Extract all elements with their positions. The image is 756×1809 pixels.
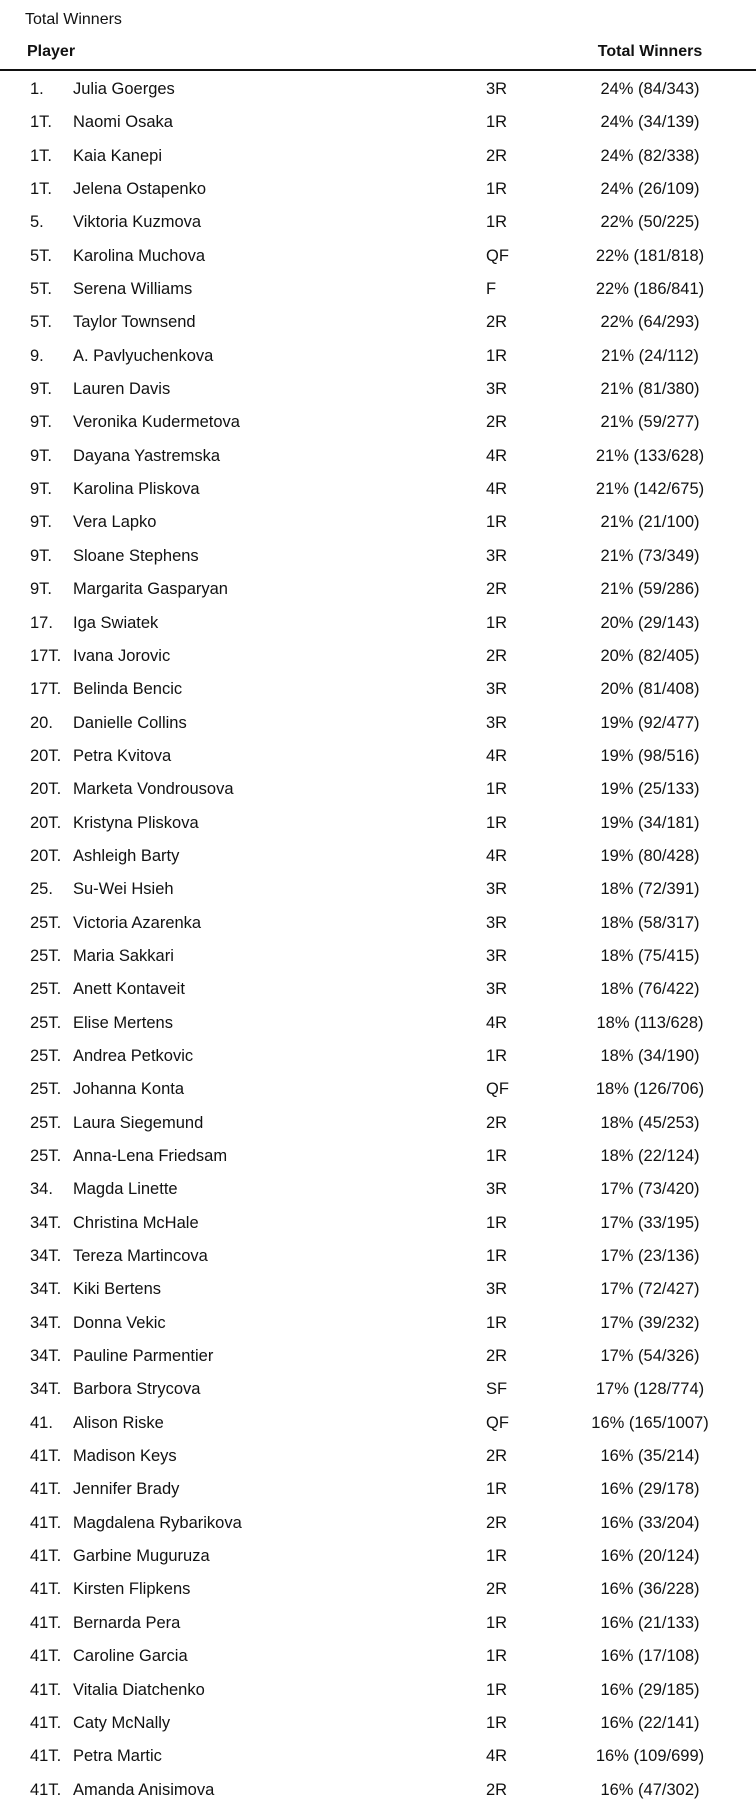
- player-name-cell: Vitalia Diatchenko: [73, 1680, 205, 1699]
- player-name-cell: Alison Riske: [73, 1413, 164, 1432]
- player-name-cell: Donna Vekic: [73, 1313, 166, 1332]
- table-row: [0, 1173, 756, 1206]
- player-name-cell: Naomi Osaka: [73, 113, 173, 132]
- table-row: [0, 1640, 756, 1673]
- table-row: [0, 1707, 756, 1740]
- player-name-cell: Petra Martic: [73, 1747, 162, 1766]
- round-cell: 1R: [486, 1046, 508, 1065]
- round-cell: 1R: [486, 346, 508, 365]
- round-cell: 1R: [486, 180, 508, 199]
- total-winners-cell: 24% (26/109): [600, 180, 700, 199]
- round-cell: 4R: [486, 1747, 508, 1766]
- player-name-cell: Madison Keys: [73, 1447, 177, 1466]
- round-cell: 2R: [486, 1113, 508, 1132]
- total-winners-cell: 22% (50/225): [600, 213, 700, 232]
- player-column-header: Player: [27, 43, 76, 60]
- player-name-cell: Barbora Strycova: [73, 1380, 201, 1399]
- page-title: Total Winners: [25, 11, 122, 28]
- rank-cell: 9T.: [30, 480, 53, 499]
- round-cell: 1R: [486, 780, 508, 799]
- table-row: [0, 740, 756, 773]
- round-cell: 2R: [486, 1447, 508, 1466]
- player-name-cell: Christina McHale: [73, 1213, 199, 1232]
- player-name-cell: Serena Williams: [73, 280, 193, 299]
- rank-cell: 34T.: [30, 1213, 62, 1232]
- rank-cell: 17T.: [30, 646, 62, 665]
- player-name-cell: Caroline Garcia: [73, 1647, 188, 1666]
- round-cell: 2R: [486, 1580, 508, 1599]
- player-name-cell: Tereza Martincova: [73, 1247, 208, 1266]
- table-row: [0, 1440, 756, 1473]
- rank-cell: 34T.: [30, 1347, 62, 1366]
- table-row: [0, 173, 756, 206]
- rank-cell: 25T.: [30, 1046, 62, 1065]
- total-winners-cell: 16% (165/1007): [591, 1413, 709, 1432]
- player-name-cell: Iga Swiatek: [73, 613, 159, 632]
- player-name-cell: Belinda Bencic: [73, 680, 183, 699]
- table-row: [0, 440, 756, 473]
- player-name-cell: Petra Kvitova: [73, 746, 172, 765]
- total-winners-cell: 18% (76/422): [600, 980, 700, 999]
- rank-cell: 25T.: [30, 946, 62, 965]
- rank-cell: 25T.: [30, 980, 62, 999]
- rank-cell: 20T.: [30, 813, 62, 832]
- winners-table: [0, 73, 756, 1807]
- round-cell: 2R: [486, 580, 508, 599]
- player-name-cell: Anett Kontaveit: [73, 980, 185, 999]
- round-cell: 2R: [486, 1347, 508, 1366]
- rank-cell: 9T.: [30, 513, 53, 532]
- table-row: [0, 1273, 756, 1306]
- total-winners-cell: 17% (33/195): [600, 1213, 700, 1232]
- total-winners-cell: 17% (23/136): [600, 1247, 700, 1266]
- round-cell: 3R: [486, 80, 508, 98]
- total-winners-cell: 18% (126/706): [595, 1080, 705, 1099]
- table-row: [0, 540, 756, 573]
- total-winners-cell: 24% (82/338): [600, 146, 700, 165]
- table-row: [0, 1774, 756, 1807]
- round-cell: 3R: [486, 946, 508, 965]
- player-name-cell: Taylor Townsend: [73, 313, 196, 332]
- table-row: [0, 840, 756, 873]
- table-row: [0, 473, 756, 506]
- round-cell: 1R: [486, 113, 508, 132]
- table-row: [0, 807, 756, 840]
- rank-cell: 41T.: [30, 1580, 62, 1599]
- player-name-cell: A. Pavlyuchenkova: [73, 346, 214, 365]
- rank-cell: 41.: [30, 1413, 53, 1432]
- player-name-cell: Anna-Lena Friedsam: [73, 1147, 228, 1165]
- rank-cell: 25T.: [30, 1013, 62, 1032]
- round-cell: 4R: [486, 746, 508, 765]
- round-cell: 3R: [486, 680, 508, 699]
- table-row: [0, 773, 756, 806]
- total-winners-cell: 21% (142/675): [595, 480, 705, 499]
- table-row: [0, 607, 756, 640]
- total-winners-cell: 18% (22/124): [600, 1147, 700, 1165]
- round-cell: 3R: [486, 980, 508, 999]
- rank-cell: 5T.: [30, 280, 53, 299]
- round-cell: 1R: [486, 213, 508, 232]
- rank-cell: 9T.: [30, 413, 53, 432]
- table-row: [0, 1307, 756, 1340]
- player-name-cell: Laura Siegemund: [73, 1113, 204, 1132]
- total-winners-cell: 16% (21/133): [600, 1613, 700, 1632]
- total-winners-cell: 21% (24/112): [601, 346, 699, 365]
- total-winners-cell: 21% (21/100): [600, 513, 700, 532]
- rank-cell: 20T.: [30, 846, 62, 865]
- total-winners-cell: 18% (34/190): [600, 1046, 700, 1065]
- round-cell: 2R: [486, 1780, 508, 1799]
- table-row: [0, 373, 756, 406]
- total-winners-cell: 24% (34/139): [600, 113, 700, 132]
- rank-cell: 17.: [30, 613, 53, 632]
- total-winners-cell: 19% (25/133): [600, 780, 700, 799]
- total-winners-cell: 16% (47/302): [600, 1780, 700, 1799]
- table-row: [0, 506, 756, 539]
- table-row: [0, 273, 756, 306]
- round-cell: 3R: [486, 913, 508, 932]
- rank-cell: 41T.: [30, 1547, 62, 1566]
- rank-cell: 9T.: [30, 580, 53, 599]
- table-row: [0, 1507, 756, 1540]
- total-winners-cell: 24% (84/343): [600, 80, 700, 98]
- total-winners-cell: 16% (20/124): [600, 1547, 700, 1566]
- total-winners-cell: 20% (29/143): [600, 613, 700, 632]
- round-cell: 3R: [486, 546, 508, 565]
- table-row: [0, 1473, 756, 1506]
- round-cell: 3R: [486, 713, 508, 732]
- rank-cell: 20T.: [30, 780, 62, 799]
- round-cell: QF: [486, 246, 509, 265]
- total-winners-cell: 16% (29/185): [600, 1680, 700, 1699]
- table-row: [0, 573, 756, 606]
- rank-cell: 41T.: [30, 1747, 62, 1766]
- table-row: [0, 707, 756, 740]
- player-name-cell: Marketa Vondrousova: [73, 780, 234, 799]
- table-row: [0, 940, 756, 973]
- total-winners-cell: 21% (73/349): [600, 546, 700, 565]
- total-winners-cell: 17% (72/427): [600, 1280, 700, 1299]
- player-name-cell: Elise Mertens: [73, 1013, 173, 1032]
- rank-cell: 25.: [30, 880, 53, 899]
- rank-cell: 5T.: [30, 246, 53, 265]
- player-name-cell: Ivana Jorovic: [73, 646, 171, 665]
- round-cell: 2R: [486, 413, 508, 432]
- round-cell: 3R: [486, 380, 508, 399]
- table-row: [0, 1373, 756, 1406]
- table-row: [0, 1140, 756, 1173]
- total-winners-cell: 18% (45/253): [600, 1113, 700, 1132]
- total-winners-cell: 19% (34/181): [600, 813, 700, 832]
- table-row: [0, 1040, 756, 1073]
- player-name-cell: Danielle Collins: [73, 713, 187, 732]
- round-cell: 1R: [486, 1313, 508, 1332]
- table-row: [0, 206, 756, 239]
- player-name-cell: Garbine Muguruza: [73, 1547, 210, 1566]
- rank-cell: 25T.: [30, 1147, 62, 1165]
- round-cell: 1R: [486, 1247, 508, 1266]
- player-name-cell: Veronika Kudermetova: [73, 413, 240, 432]
- rank-cell: 1T.: [30, 180, 53, 199]
- total-winners-cell: 18% (75/415): [600, 946, 700, 965]
- total-winners-cell: 16% (109/699): [595, 1747, 705, 1766]
- table-row: [0, 1240, 756, 1273]
- total-winners-cell: 17% (128/774): [595, 1380, 705, 1399]
- player-name-cell: Ashleigh Barty: [73, 846, 180, 865]
- total-winners-cell: 19% (98/516): [600, 746, 700, 765]
- rank-cell: 1T.: [30, 146, 53, 165]
- round-cell: 1R: [486, 513, 508, 532]
- player-name-cell: Caty McNally: [73, 1713, 171, 1732]
- rank-cell: 41T.: [30, 1447, 62, 1466]
- table-row: [0, 240, 756, 273]
- player-name-cell: Magdalena Rybarikova: [73, 1513, 242, 1532]
- player-name-cell: Maria Sakkari: [73, 946, 174, 965]
- table-row: [0, 1073, 756, 1106]
- table-row: [0, 340, 756, 373]
- player-name-cell: Margarita Gasparyan: [73, 580, 228, 599]
- total-winners-cell: 19% (80/428): [600, 846, 700, 865]
- rank-cell: 9T.: [30, 380, 53, 399]
- rank-cell: 34T.: [30, 1247, 62, 1266]
- rank-cell: 41T.: [30, 1647, 62, 1666]
- player-name-cell: Kirsten Flipkens: [73, 1580, 191, 1599]
- round-cell: QF: [486, 1413, 509, 1432]
- player-name-cell: Karolina Muchova: [73, 246, 206, 265]
- rank-cell: 34T.: [30, 1380, 62, 1399]
- table-row: [0, 973, 756, 1006]
- round-cell: 2R: [486, 313, 508, 332]
- total-winners-cell: 22% (181/818): [595, 246, 705, 265]
- player-name-cell: Julia Goerges: [73, 80, 175, 98]
- table-row: [0, 1207, 756, 1240]
- rank-cell: 5.: [30, 213, 44, 232]
- player-name-cell: Dayana Yastremska: [73, 446, 221, 465]
- rank-cell: 25T.: [30, 1113, 62, 1132]
- total-winners-cell: 19% (92/477): [600, 713, 700, 732]
- total-winners-cell: 17% (39/232): [600, 1313, 700, 1332]
- round-cell: 1R: [486, 1147, 508, 1165]
- total-winners-cell: 16% (29/178): [600, 1480, 700, 1499]
- rank-cell: 1.: [30, 80, 44, 98]
- round-cell: 1R: [486, 613, 508, 632]
- rank-cell: 9.: [30, 346, 44, 365]
- total-winners-cell: 18% (113/628): [596, 1013, 704, 1032]
- player-name-cell: Pauline Parmentier: [73, 1347, 214, 1366]
- table-row: [0, 1107, 756, 1140]
- round-cell: 3R: [486, 880, 508, 899]
- round-cell: 1R: [486, 1547, 508, 1566]
- rank-cell: 41T.: [30, 1480, 62, 1499]
- table-row: [0, 140, 756, 173]
- rank-cell: 17T.: [30, 680, 62, 699]
- round-cell: 2R: [486, 1513, 508, 1532]
- rank-cell: 41T.: [30, 1613, 62, 1632]
- player-name-cell: Jennifer Brady: [73, 1480, 180, 1499]
- total-winners-cell: 17% (54/326): [600, 1347, 700, 1366]
- total-winners-column-header: Total Winners: [597, 43, 703, 60]
- table-row: [0, 1573, 756, 1606]
- player-name-cell: Vera Lapko: [73, 513, 157, 532]
- table-row: [0, 640, 756, 673]
- total-winners-cell: 16% (36/228): [600, 1580, 700, 1599]
- table-row: [0, 1674, 756, 1707]
- total-winners-cell: 16% (22/141): [600, 1713, 700, 1732]
- player-name-cell: Magda Linette: [73, 1180, 178, 1199]
- total-winners-cell: 16% (35/214): [600, 1447, 700, 1466]
- total-winners-cell: 21% (59/286): [600, 580, 700, 599]
- rank-cell: 34T.: [30, 1313, 62, 1332]
- rank-cell: 5T.: [30, 313, 53, 332]
- table-row: [0, 73, 756, 106]
- table-row: [0, 907, 756, 940]
- rank-cell: 34.: [30, 1180, 53, 1199]
- round-cell: 1R: [486, 1713, 508, 1732]
- rank-cell: 41T.: [30, 1780, 62, 1799]
- rank-cell: 9T.: [30, 446, 53, 465]
- round-cell: 3R: [486, 1280, 508, 1299]
- round-cell: 1R: [486, 1613, 508, 1632]
- player-name-cell: Viktoria Kuzmova: [73, 213, 202, 232]
- total-winners-cell: 21% (59/277): [600, 413, 700, 432]
- round-cell: 1R: [486, 1213, 508, 1232]
- player-name-cell: Johanna Konta: [73, 1080, 185, 1099]
- table-row: [0, 1540, 756, 1573]
- round-cell: SF: [486, 1380, 508, 1399]
- rank-cell: 41T.: [30, 1713, 62, 1732]
- table-row: [0, 1007, 756, 1040]
- total-winners-cell: 16% (17/108): [600, 1647, 700, 1666]
- rank-cell: 25T.: [30, 1080, 62, 1099]
- total-winners-cell: 22% (64/293): [600, 313, 700, 332]
- rank-cell: 25T.: [30, 913, 62, 932]
- player-name-cell: Victoria Azarenka: [73, 913, 202, 932]
- total-winners-cell: 21% (81/380): [600, 380, 700, 399]
- rank-cell: 1T.: [30, 113, 53, 132]
- total-winners-cell: 17% (73/420): [600, 1180, 700, 1199]
- player-name-cell: Sloane Stephens: [73, 546, 199, 565]
- player-name-cell: Amanda Anisimova: [73, 1780, 215, 1799]
- player-name-cell: Jelena Ostapenko: [73, 180, 207, 199]
- rank-cell: 20.: [30, 713, 53, 732]
- total-winners-cell: 20% (82/405): [600, 646, 700, 665]
- total-winners-cell: 18% (72/391): [600, 880, 700, 899]
- round-cell: 3R: [486, 1180, 508, 1199]
- round-cell: QF: [486, 1080, 509, 1099]
- round-cell: 2R: [486, 146, 508, 165]
- rank-cell: 20T.: [30, 746, 62, 765]
- player-name-cell: Kaia Kanepi: [73, 146, 162, 165]
- player-name-cell: Su-Wei Hsieh: [73, 880, 174, 899]
- table-row: [0, 873, 756, 906]
- round-cell: 1R: [486, 1647, 508, 1666]
- round-cell: 1R: [486, 1480, 508, 1499]
- table-row: [0, 1607, 756, 1640]
- round-cell: F: [486, 280, 497, 299]
- player-name-cell: Bernarda Pera: [73, 1613, 181, 1632]
- round-cell: 1R: [486, 813, 508, 832]
- table-row: [0, 1340, 756, 1373]
- player-name-cell: Lauren Davis: [73, 380, 171, 399]
- player-name-cell: Kristyna Pliskova: [73, 813, 199, 832]
- rank-cell: 9T.: [30, 546, 53, 565]
- round-cell: 4R: [486, 846, 508, 865]
- total-winners-cell: 20% (81/408): [600, 680, 700, 699]
- player-name-cell: Karolina Pliskova: [73, 480, 200, 499]
- rank-cell: 41T.: [30, 1680, 62, 1699]
- total-winners-cell: 16% (33/204): [600, 1513, 700, 1532]
- table-row: [0, 1407, 756, 1440]
- round-cell: 4R: [486, 1013, 508, 1032]
- round-cell: 1R: [486, 1680, 508, 1699]
- total-winners-cell: 21% (133/628): [595, 446, 705, 465]
- round-cell: 2R: [486, 646, 508, 665]
- table-row: [0, 673, 756, 706]
- rank-cell: 41T.: [30, 1513, 62, 1532]
- player-name-cell: Kiki Bertens: [73, 1280, 162, 1299]
- round-cell: 4R: [486, 446, 508, 465]
- total-winners-cell: 22% (186/841): [595, 280, 705, 299]
- table-row: [0, 306, 756, 339]
- rank-cell: 34T.: [30, 1280, 62, 1299]
- player-name-cell: Andrea Petkovic: [73, 1046, 194, 1065]
- table-row: [0, 106, 756, 139]
- table-row: [0, 406, 756, 439]
- table-row: [0, 1740, 756, 1773]
- round-cell: 4R: [486, 480, 508, 499]
- table-header: [0, 40, 756, 71]
- total-winners-cell: 18% (58/317): [600, 913, 700, 932]
